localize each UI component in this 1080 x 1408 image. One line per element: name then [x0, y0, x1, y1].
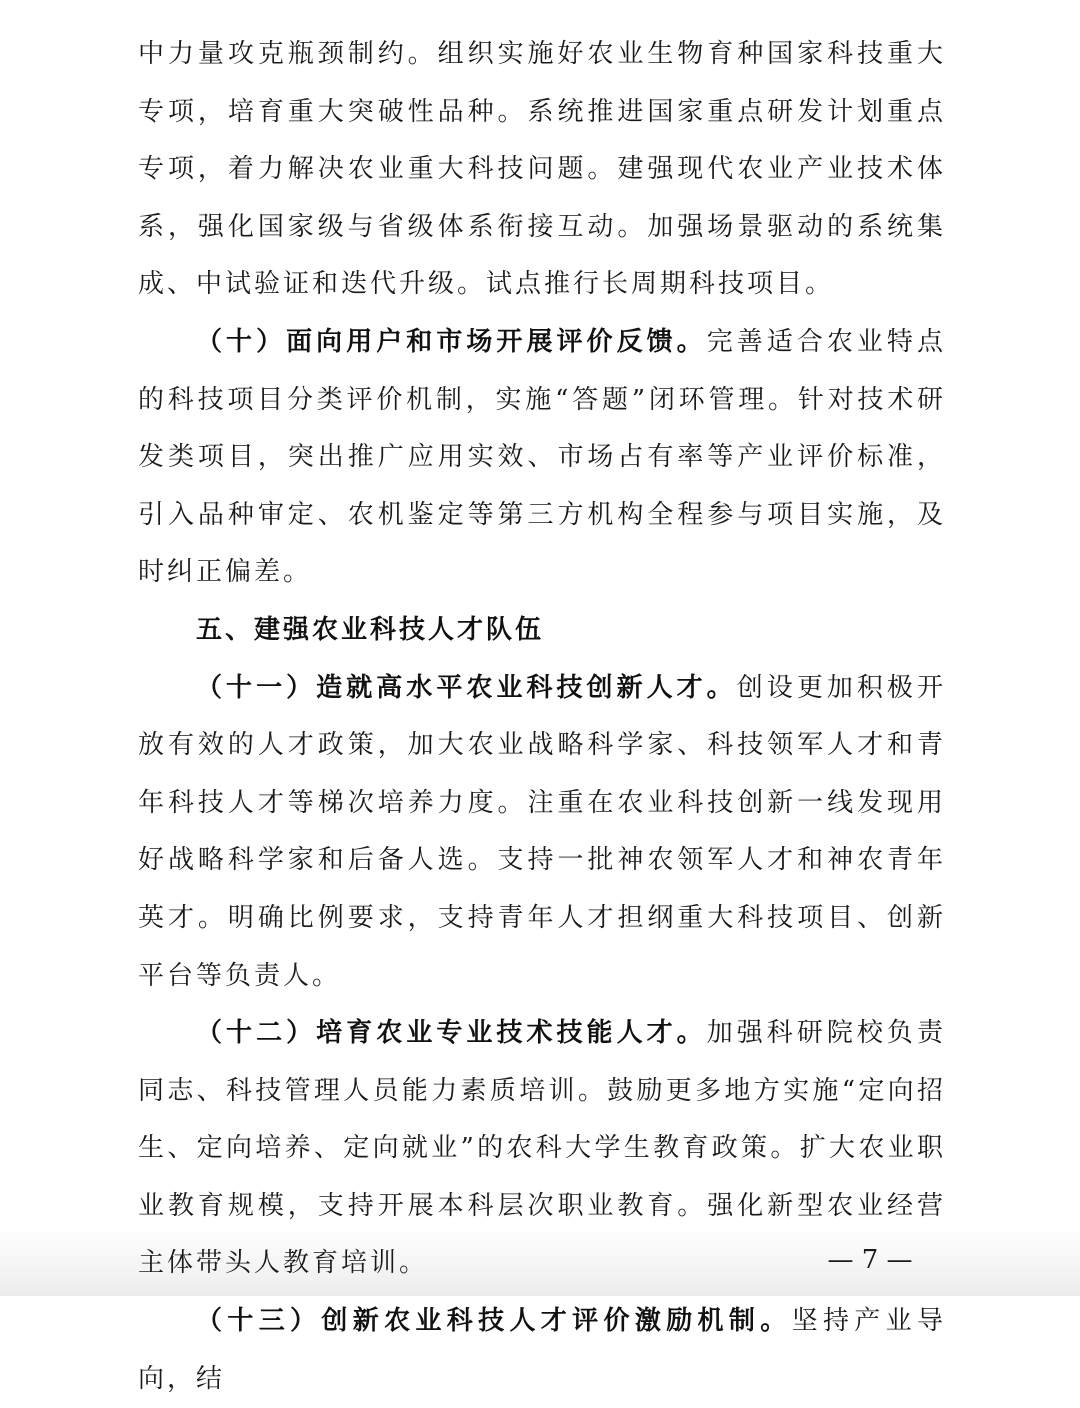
item-13-body: 坚持产业导向，结: [138, 1306, 946, 1394]
paragraph-item-11: [138, 660, 946, 1006]
item-11-body: 创设更加积极开放有效的人才政策，加大农业战略科学家、科技领军人才和青年科技人才等梯次培养力度。注重在农业科技创新一线发现用好战略科学家和后备人选。支持一批神农领军人才和神农青年英才。明确比例要求，支持青年人才担纲重大科技项目、创新平台等负责人。: [138, 672, 946, 991]
paragraph-continuation-text: 中力量攻克瓶颈制约。组织实施好农业生物育种国家科技重大专项，培育重大突破性品种。系统推进国家重点研发计划重点专项，着力解决农业重大科技问题。建强现代农业产业技术体系，强化国家级与省级体系衔接互动。加强场景驱动的系统集成、中试验证和迭代升级。试点推行长周期科技项目。: [138, 39, 946, 300]
paragraph-item-10: [138, 314, 946, 602]
item-10-body: 完善适合农业特点的科技项目分类评价机制，实施“答题”闭环管理。针对技术研发类项目，突出推广应用实效、市场占有率等产业评价标准，引入品种审定、农机鉴定等第三方机构全程参与项目实施，及时纠正偏差。: [138, 326, 946, 588]
body-text: [138, 26, 946, 1408]
item-11-heading: （十一）造就高水平农业科技创新人才。: [196, 672, 737, 703]
item-12-heading: （十二）培育农业专业技术技能人才。: [196, 1018, 707, 1049]
item-12-body: 加强科研院校负责同志、科技管理人员能力素质培训。鼓励更多地方实施“定向招生、定向培养、定向就业”的农科大学生教育政策。扩大农业职业教育规模，支持开展本科层次职业教育。强化新型农业经营主体带头人教育培训。: [138, 1018, 946, 1279]
item-13-heading: （十三）创新农业科技人才评价激励机制。: [196, 1306, 792, 1337]
section-5-title: 五、建强农业科技人才队伍: [196, 614, 545, 645]
item-10-heading: （十）面向用户和市场开展评价反馈。: [196, 326, 707, 357]
page-number: — 7 —: [827, 1245, 913, 1275]
paragraph-continuation: [138, 26, 946, 314]
paragraph-item-13: [138, 1293, 946, 1408]
